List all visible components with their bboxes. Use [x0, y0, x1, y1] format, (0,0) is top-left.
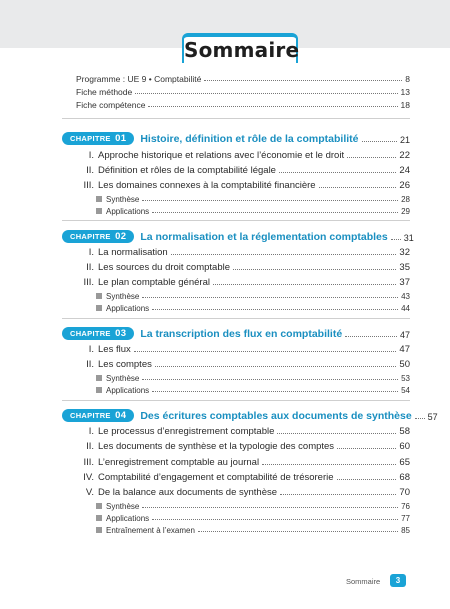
section-label: Les domaines connexes à la comptabilité financière — [98, 180, 316, 191]
page-number-badge: 3 — [390, 574, 406, 587]
toc-entry-page: 21 — [399, 135, 410, 145]
section-entry[interactable]: V. De la balance aux documents de synthèse 70 — [85, 487, 410, 498]
section-label: Définition et rôles de la comptabilité légale — [98, 165, 276, 176]
sub-entry[interactable]: Synthèse 76 — [96, 501, 410, 511]
sub-entry[interactable]: Applications 54 — [96, 385, 410, 395]
square-bullet-icon — [96, 527, 102, 533]
sub-entry[interactable]: Applications 29 — [96, 206, 410, 216]
toc-entry-page: 57 — [427, 412, 438, 422]
chapter-badge: CHAPITRE 02 — [62, 230, 134, 243]
section-entry[interactable]: III. Le plan comptable général 37 — [83, 277, 410, 288]
chapter-title: La transcription des flux en comptabilité — [140, 327, 343, 340]
chapter-03-entry[interactable] — [62, 325, 410, 340]
footer-label: Sommaire — [346, 577, 381, 586]
dot-leader — [415, 418, 425, 419]
chapter-02-entry[interactable] — [62, 228, 414, 243]
sub-entry[interactable]: Entraînement à l’examen 85 — [96, 525, 410, 535]
section-entry[interactable]: II. Définition et rôles de la comptabilité légale 24 — [86, 165, 410, 176]
square-bullet-icon — [96, 293, 102, 299]
section-entry[interactable]: IV. Comptabilité d’engagement et comptabilité de trésorerie 68 — [83, 472, 410, 483]
section-entry[interactable]: I. Le processus d’enregistrement comptable 58 — [88, 426, 410, 437]
sub-entry[interactable]: Applications 44 — [96, 303, 410, 313]
section-entry[interactable]: I. Approche historique et relations avec l’économie et le droit 22 — [88, 150, 410, 161]
dot-leader — [135, 93, 397, 94]
toc-entry-page: 47 — [399, 330, 410, 340]
section-label: Le plan comptable général — [98, 277, 210, 288]
divider — [62, 400, 410, 401]
toc-entry-page: 8 — [405, 74, 410, 84]
sub-entry[interactable]: Applications 77 — [96, 513, 410, 523]
sub-entry[interactable]: Synthèse 53 — [96, 373, 410, 383]
chapter-01-entry[interactable] — [62, 130, 410, 145]
title-tab — [182, 33, 298, 63]
section-entry[interactable]: III. Les domaines connexes à la comptabilité financière 26 — [83, 180, 410, 191]
section-label: La normalisation — [98, 247, 168, 258]
section-label: L’enregistrement comptable au journal — [98, 457, 260, 468]
square-bullet-icon — [96, 515, 102, 521]
sub-entry[interactable]: Synthèse 28 — [96, 194, 410, 204]
chapter-title: Des écritures comptables aux documents de synthèse — [140, 409, 412, 422]
section-entry[interactable]: I. Les flux 47 — [88, 344, 410, 355]
sub-entry[interactable]: Synthèse 43 — [96, 291, 410, 301]
square-bullet-icon — [96, 387, 102, 393]
square-bullet-icon — [96, 503, 102, 509]
toc-entry-page: 31 — [403, 233, 414, 243]
chapter-badge: CHAPITRE 04 — [62, 409, 134, 422]
toc-entry-fiche-competence[interactable] — [76, 99, 410, 110]
toc-entry-label: Fiche méthode — [76, 87, 133, 97]
dot-leader — [148, 106, 397, 107]
section-label: Le processus d’enregistrement comptable — [98, 426, 275, 437]
section-entry[interactable]: I. La normalisation 32 — [88, 247, 410, 258]
square-bullet-icon — [96, 305, 102, 311]
section-entry[interactable]: III. L’enregistrement comptable au journal 65 — [83, 457, 410, 468]
divider — [62, 118, 410, 119]
toc-entry-page: 18 — [400, 100, 410, 110]
section-entry[interactable]: II. Les documents de synthèse et la typologie des comptes 60 — [86, 441, 410, 452]
section-label: Comptabilité d’engagement et comptabilité de trésorerie — [98, 472, 334, 483]
toc-entry-label: Programme : UE 9 • Comptabilité — [76, 74, 202, 84]
chapter-badge: CHAPITRE 03 — [62, 327, 134, 340]
section-label: Les comptes — [98, 359, 152, 370]
chapter-04-entry[interactable] — [62, 407, 438, 422]
section-label: Les sources du droit comptable — [98, 262, 231, 273]
square-bullet-icon — [96, 375, 102, 381]
section-label: Approche historique et relations avec l’économie et le droit — [98, 150, 345, 161]
section-entry[interactable]: II. Les sources du droit comptable 35 — [86, 262, 410, 273]
dot-leader — [204, 80, 402, 81]
toc-entry-fiche-methode[interactable] — [76, 86, 410, 97]
toc-entry-page: 13 — [400, 87, 410, 97]
dot-leader — [362, 141, 397, 142]
dot-leader — [345, 336, 397, 337]
section-label: De la balance aux documents de synthèse — [98, 487, 278, 498]
chapter-badge: CHAPITRE 01 — [62, 132, 134, 145]
section-label: Les documents de synthèse et la typologie des comptes — [98, 441, 335, 452]
page-title: Sommaire — [184, 38, 300, 62]
chapter-title: La normalisation et la réglementation comptables — [140, 230, 388, 243]
divider — [62, 318, 410, 319]
square-bullet-icon — [96, 208, 102, 214]
section-entry[interactable]: II. Les comptes 50 — [86, 359, 410, 370]
toc-entry-label: Fiche compétence — [76, 100, 146, 110]
section-label: Les flux — [98, 344, 131, 355]
chapter-title: Histoire, définition et rôle de la comptabilité — [140, 132, 359, 145]
square-bullet-icon — [96, 196, 102, 202]
divider — [62, 220, 410, 221]
toc-entry-programme[interactable] — [76, 73, 410, 84]
dot-leader — [391, 239, 401, 240]
